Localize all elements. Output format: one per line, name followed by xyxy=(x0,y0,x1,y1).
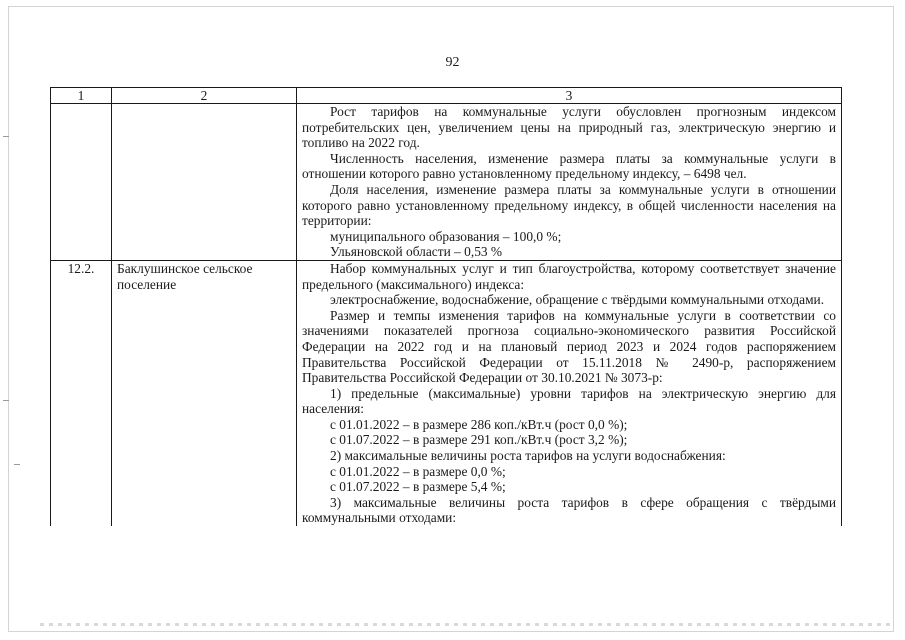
scan-mark xyxy=(3,136,9,137)
paragraph: с 01.01.2022 – в размере 286 коп./кВт.ч (рост 0,0 %); xyxy=(330,416,628,432)
column-header-name: 2 xyxy=(112,88,297,104)
row-description-cell xyxy=(297,104,842,261)
paragraph: Размер и темпы изменения тарифов на коммунальные услуги в соответствии со значениями показателей прогноза социально-экономического развития Российской Федерации на 2022 год и на плановый период 2023 и 2024 годов распоряжением Правительства Российской Федерации от 15.11.2018 № 2490-р, распоряжением Правительства Российской Федерации от 30.10.2021 № 3073-р: xyxy=(302,307,836,386)
table-row xyxy=(51,104,842,261)
paragraph: 3) максимальные величины роста тарифов в сфере обращения с твёрдыми коммунальными отходами: xyxy=(302,494,836,526)
paragraph: с 01.01.2022 – в размере 0,0 %; xyxy=(330,463,506,479)
paragraph: 1) предельные (максимальные) уровни тарифов на электрическую энергию для населения: xyxy=(302,385,836,417)
paragraph: с 01.07.2022 – в размере 291 коп./кВт.ч (рост 3,2 %); xyxy=(330,432,628,448)
paragraph: Доля населения, изменение размера платы за коммунальные услуги в отношении которого равно установленному предельному индексу, в общей численности населения на территории: xyxy=(302,181,836,229)
row-description-cell xyxy=(297,260,842,526)
paragraph: Ульяновской области – 0,53 % xyxy=(330,244,503,260)
tariff-table xyxy=(50,87,842,526)
column-header-number: 1 xyxy=(51,88,112,104)
scan-mark xyxy=(14,464,20,465)
table-row xyxy=(51,260,842,526)
paragraph: Набор коммунальных услуг и тип благоустройства, которому соответствует значение предельного (максимального) индекса: xyxy=(302,260,836,292)
row-number-cell xyxy=(51,104,112,261)
column-header-description: 3 xyxy=(297,88,842,104)
page-number: 92 xyxy=(445,55,460,70)
row-name-cell: Баклушинское сельское поселение xyxy=(112,260,297,526)
paragraph: с 01.07.2022 – в размере 5,4 %; xyxy=(330,479,506,495)
scan-footer-noise xyxy=(40,623,890,626)
row-number-cell: 12.2. xyxy=(51,260,112,526)
paragraph: Численность населения, изменение размера платы за коммунальные услуги в отношении которого равно установленному предельному индексу, – 6498 чел. xyxy=(302,150,836,182)
scan-mark xyxy=(3,400,9,401)
row-name-cell xyxy=(112,104,297,261)
table-header-row xyxy=(51,88,842,104)
paragraph: 2) максимальные величины роста тарифов на услуги водоснабжения: xyxy=(330,448,726,464)
paragraph: электроснабжение, водоснабжение, обращение с твёрдыми коммунальными отходами. xyxy=(330,292,825,308)
paragraph: Рост тарифов на коммунальные услуги обусловлен прогнозным индексом потребительских цен, увеличением цены на природный газ, электрическую энергию и топливо на 2022 год. xyxy=(302,104,836,151)
paragraph: муниципального образования – 100,0 %; xyxy=(330,228,562,244)
